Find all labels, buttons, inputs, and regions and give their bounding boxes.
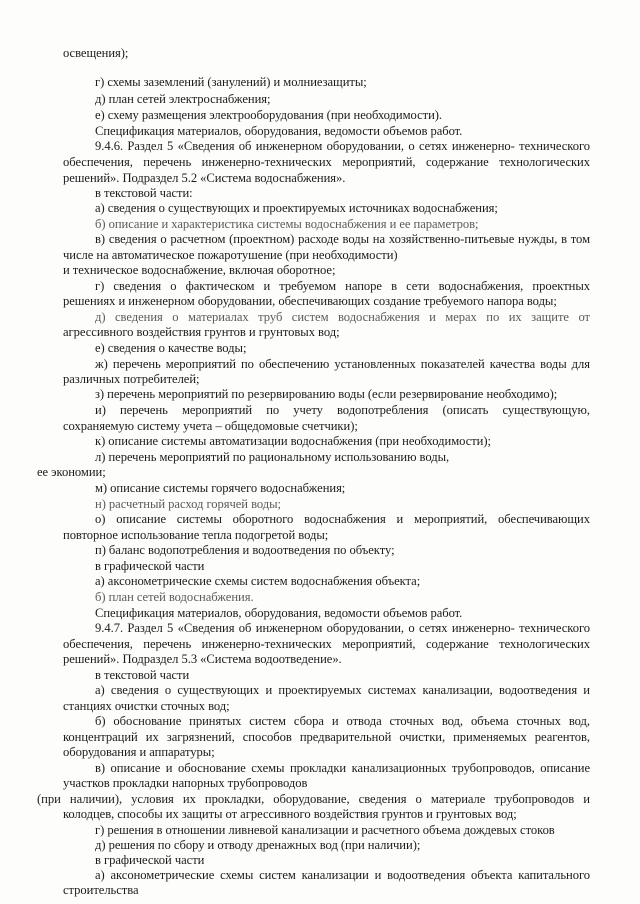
text-line: оборудования и аппаратуры; <box>63 745 215 759</box>
text-line: в графической части <box>95 559 205 573</box>
text-line: д) решения по сбору и отводу дренажных вод (при наличии); <box>95 838 421 852</box>
section-heading-line: решений». Подраздел 5.2 «Система водоснабжения». <box>63 171 346 185</box>
text-line: о) описание системы оборотного водоснабжения и мероприятий, обеспечивающих <box>95 512 590 526</box>
text-line: числе на автоматическое пожаротушение (при необходимости) <box>63 248 398 262</box>
text-line: г) схемы заземлений (занулений) и молниезащиты; <box>95 75 367 89</box>
section-heading-line: обеспечения, перечень инженерно-технических мероприятий, содержание технологических <box>63 637 590 651</box>
text-line: в) сведения о расчетном (проектном) расходе воды на хозяйственно-питьевые нужды, в том <box>95 232 590 246</box>
section-heading-line: обеспечения, перечень инженерно-технических мероприятий, содержание технологических <box>63 155 590 169</box>
text-line: д) план сетей электроснабжения; <box>95 92 271 106</box>
text-line: а) сведения о существующих и проектируемых системах канализации, водоотведения и <box>95 683 590 697</box>
section-heading-line: 9.4.6. Раздел 5 «Сведения об инженерном оборудовании, о сетях инженерно- технического <box>95 139 590 153</box>
text-line: д) сведения о материалах труб систем водоснабжения и мерах по их защите от <box>95 310 590 324</box>
text-line: колодцев, способы их защиты от агрессивного воздействия грунтов и грунтовых вод; <box>63 807 517 821</box>
section-heading-line: решений». Подраздел 5.3 «Система водоотведение». <box>63 652 342 666</box>
text-line: агрессивного воздействия грунтов и грунтовых вод; <box>63 325 340 339</box>
text-line: решениях и инженерном оборудовании, обеспечивающих создание требуемого напора воды; <box>63 294 557 308</box>
text-line: ее экономии; <box>37 465 106 479</box>
text-line: участков прокладки напорных трубопроводов <box>63 776 308 790</box>
section-heading-line: 9.4.7. Раздел 5 «Сведения об инженерном оборудовании, о сетях инженерно- технического <box>95 621 590 635</box>
text-line: ж) перечень мероприятий по обеспечению установленных показателей качества воды для <box>95 357 590 371</box>
text-line: Спецификация материалов, оборудования, ведомости объемов работ. <box>95 124 463 138</box>
text-line: и техническое водоснабжение, включая оборотное; <box>63 263 336 277</box>
text-line: м) описание системы горячего водоснабжения; <box>95 481 346 495</box>
text-line: к) описание системы автоматизации водоснабжения (при необходимости); <box>95 434 491 448</box>
text-line: освещения); <box>63 46 129 60</box>
text-line: Спецификация материалов, оборудования, ведомости объемов работ. <box>95 606 463 620</box>
text-line: концентраций их загрязнений, способов предварительной очистки, применяемых реагентов, <box>63 730 590 744</box>
text-line: в графической части <box>95 853 205 867</box>
text-line: б) обоснование принятых систем сбора и отвода сточных вод, объема сточных вод, <box>95 714 590 728</box>
text-line: повторное использование тепла подогретой воды; <box>63 528 329 542</box>
text-line: сохраняемую систему учета – общедомовые счетчики); <box>63 419 358 433</box>
text-line: различных потребителей; <box>63 372 200 386</box>
text-line: а) аксонометрические схемы систем канализации и водоотведения объекта капитального <box>95 868 590 882</box>
text-line: г) решения в отношении ливневой канализации и расчетного объема дождевых стоков <box>95 823 555 837</box>
text-line: г) сведения о фактическом и требуемом напоре в сети водоснабжения, проектных <box>95 279 590 293</box>
text-line: з) перечень мероприятий по резервированию воды (если резервирование необходимо); <box>95 387 558 401</box>
text-line: е) схему размещения электрооборудования (при необходимости). <box>95 108 443 122</box>
text-line: строительства <box>63 883 139 897</box>
text-line: б) описание и характеристика системы водоснабжения и ее параметров; <box>95 217 479 231</box>
text-line: а) аксонометрические схемы систем водоснабжения объекта; <box>95 574 421 588</box>
text-line: в) описание и обоснование схемы прокладки канализационных трубопроводов, описание <box>95 761 590 775</box>
text-line: б) план сетей водоснабжения. <box>95 590 254 604</box>
text-line: п) баланс водопотребления и водоотведения по объекту; <box>95 543 395 557</box>
text-line: л) перечень мероприятий по рациональному использованию воды, <box>95 450 450 464</box>
text-line: а) сведения о существующих и проектируемых источниках водоснабжения; <box>95 201 498 215</box>
text-line: станциях очистки сточных вод; <box>63 699 230 713</box>
text-line: е) сведения о качестве воды; <box>95 341 247 355</box>
text-line: н) расчетный расход горячей воды; <box>95 497 282 511</box>
text-line: в текстовой части: <box>95 186 193 200</box>
text-line: (при наличии), условия их прокладки, оборудование, сведения о материале трубопроводов и <box>37 792 590 806</box>
text-line: и) перечень мероприятий по учету водопотребления (описать существующую, <box>95 403 590 417</box>
text-line: в текстовой части <box>95 668 190 682</box>
